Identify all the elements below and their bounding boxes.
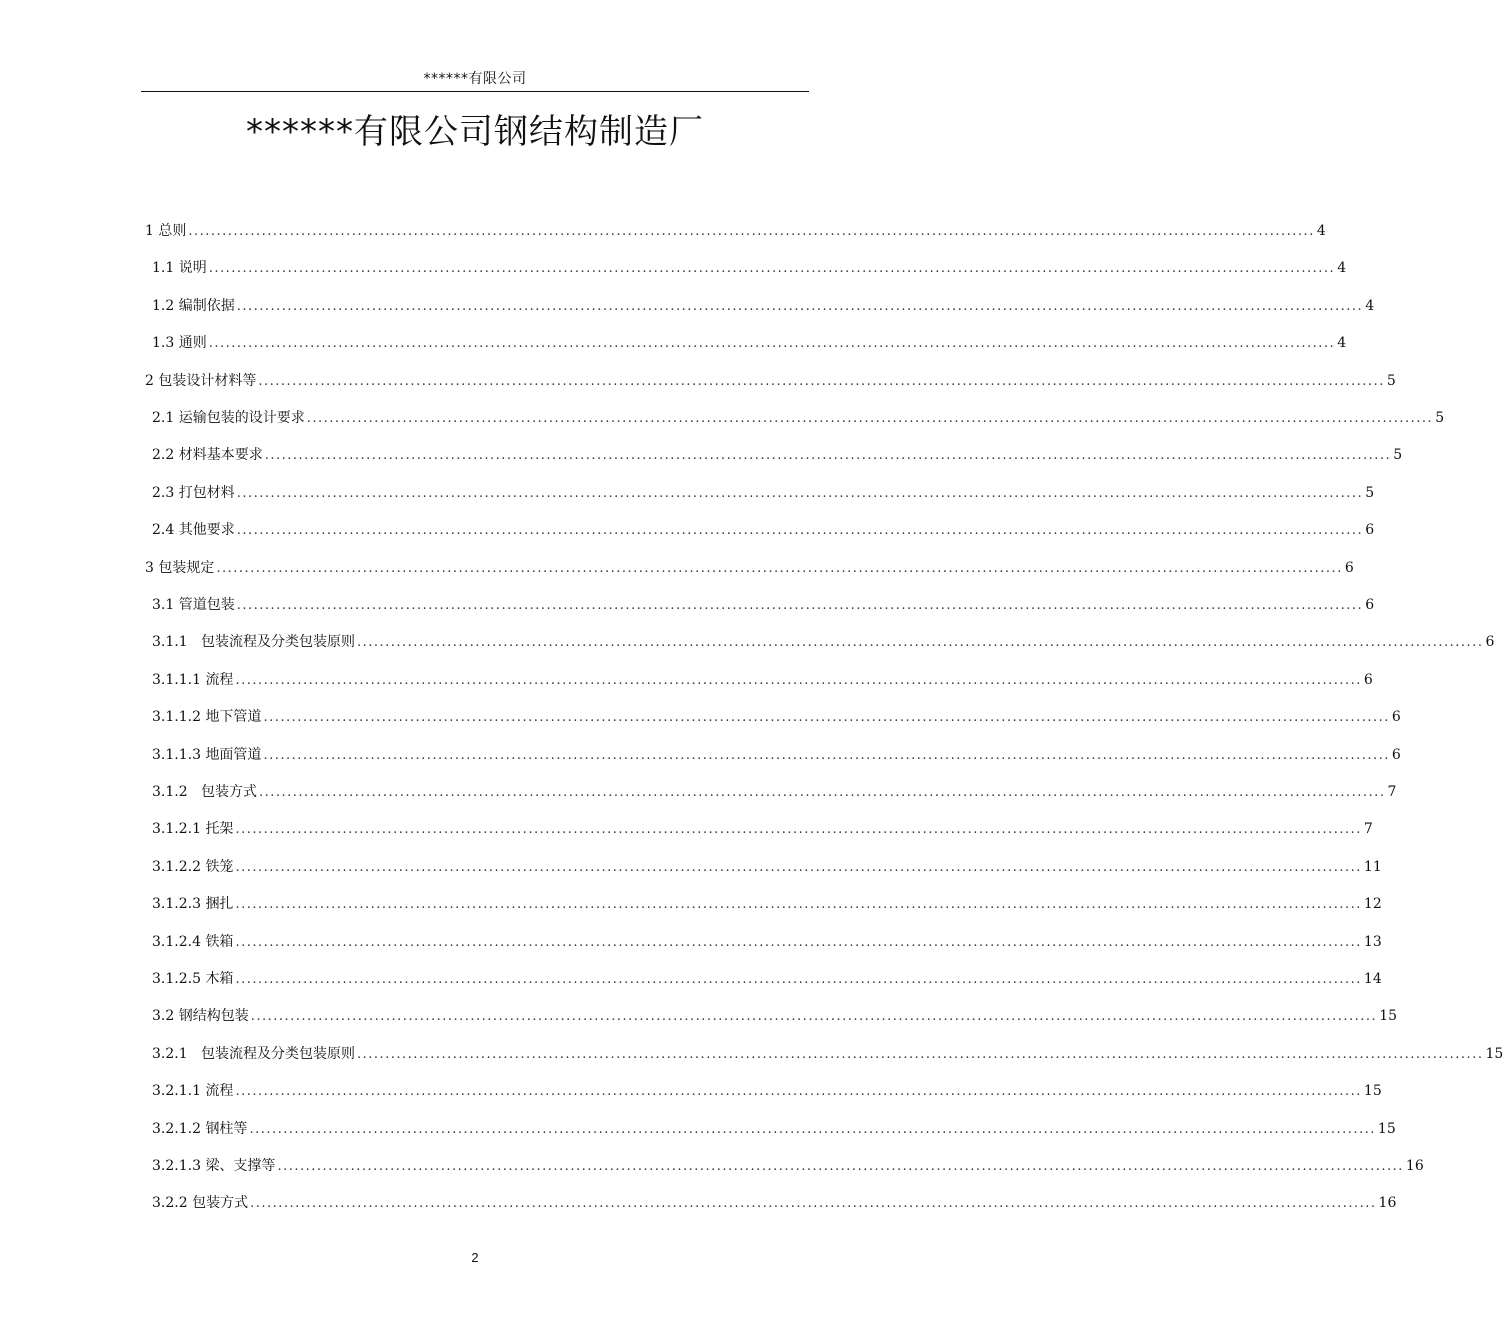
toc-entry-label: 铁笼 [205, 858, 234, 875]
toc-entry-label: 铁箱 [205, 933, 234, 950]
toc-entry-number: 3.2.1.3 [152, 1158, 206, 1174]
toc-entry[interactable] [145, 368, 1396, 394]
toc-entry[interactable] [152, 891, 1382, 917]
toc-dot-leader: ........................................................................................................................................................................................................ [236, 523, 1364, 539]
toc-entry-page: 4 [1365, 297, 1375, 314]
toc-entry-label: 流程 [205, 1083, 234, 1100]
toc-entry-page: 13 [1363, 933, 1382, 950]
toc-entry-label: 包装规定 [158, 559, 215, 576]
toc-entry-label: 管道包装 [178, 597, 235, 613]
toc-entry-number: 3.2.1 [152, 1045, 201, 1062]
toc-dot-leader: ........................................................................................................................................................................................................ [235, 822, 1362, 838]
toc-entry[interactable] [152, 1078, 1382, 1104]
toc-entry[interactable] [152, 854, 1382, 880]
toc-entry[interactable] [152, 330, 1347, 356]
toc-entry[interactable] [152, 629, 1495, 655]
toc-dot-leader: ........................................................................................................................................................................................................ [356, 635, 1484, 651]
toc-entry-number: 3.2.1.1 [152, 1083, 206, 1100]
toc-entry-number: 3 [145, 559, 159, 576]
toc-entry-number: 3.1.2.4 [152, 933, 206, 950]
toc-dot-leader: ........................................................................................................................................................................................................ [235, 672, 1362, 688]
toc-entry-page: 4 [1337, 335, 1347, 352]
toc-entry[interactable] [152, 442, 1403, 468]
toc-entry-page: 11 [1363, 858, 1382, 875]
toc-entry-label: 说明 [178, 260, 207, 277]
toc-entry-number: 3.1.1 [152, 634, 201, 651]
toc-entry-page: 16 [1378, 1195, 1397, 1212]
toc-entry[interactable] [152, 704, 1401, 730]
toc-dot-leader: ........................................................................................................................................................................................................ [236, 485, 1364, 501]
toc-entry-label: 梁、支撑等 [205, 1158, 276, 1174]
toc-entry[interactable] [152, 405, 1445, 431]
toc-dot-leader: ........................................................................................................................................................................................................ [277, 1159, 1404, 1174]
toc-entry[interactable] [145, 555, 1354, 581]
toc-entry-page: 5 [1435, 410, 1445, 426]
toc-entry-page: 6 [1485, 634, 1495, 651]
toc-entry-page: 6 [1391, 746, 1401, 763]
toc-entry-label: 包装流程及分类包装原则 [200, 1045, 355, 1062]
toc-entry[interactable] [152, 1190, 1397, 1216]
toc-dot-leader: ........................................................................................................................................................................................................ [264, 448, 1392, 464]
toc-entry-page: 6 [1365, 522, 1375, 539]
toc-dot-leader: ........................................................................................................................................................................................................ [208, 336, 1336, 352]
toc-entry-page: 12 [1363, 896, 1382, 913]
toc-entry-number: 3.2 [152, 1008, 179, 1025]
toc-entry[interactable] [152, 293, 1375, 319]
toc-entry-page: 15 [1379, 1008, 1398, 1025]
toc-entry-page: 15 [1485, 1045, 1503, 1062]
toc-entry[interactable] [152, 816, 1373, 842]
toc-entry-number: 2 [145, 372, 159, 389]
toc-entry[interactable] [152, 592, 1375, 618]
toc-entry-page: 16 [1405, 1158, 1424, 1174]
toc-entry-label: 包装方式 [200, 784, 257, 800]
toc-entry-page: 7 [1387, 784, 1397, 800]
toc-entry-number: 3.1.2.2 [152, 858, 206, 875]
toc-entry-page: 4 [1316, 223, 1326, 239]
toc-entry[interactable] [152, 255, 1347, 281]
toc-dot-leader: ........................................................................................................................................................................................................ [249, 1121, 1376, 1137]
toc-entry[interactable] [152, 966, 1382, 992]
toc-entry-label: 钢结构包装 [178, 1008, 249, 1025]
toc-entry-label: 总则 [158, 223, 187, 239]
toc-entry-number: 3.2.1.2 [152, 1120, 206, 1137]
toc-entry-label: 包装方式 [192, 1195, 249, 1212]
toc-entry-page: 5 [1393, 447, 1403, 464]
toc-dot-leader: ........................................................................................................................................................................................................ [250, 1196, 1377, 1212]
toc-entry-label: 包装流程及分类包装原则 [200, 634, 355, 651]
toc-entry-page: 5 [1365, 484, 1375, 501]
toc-entry[interactable] [152, 667, 1373, 693]
toc-dot-leader: ........................................................................................................................................................................................................ [188, 224, 1315, 239]
toc-entry-number: 1 [145, 223, 159, 239]
toc-dot-leader: ........................................................................................................................................................................................................ [306, 411, 1434, 426]
toc-entry-label: 流程 [205, 671, 234, 688]
toc-dot-leader: ........................................................................................................................................................................................................ [235, 859, 1362, 875]
toc-entry-label: 托架 [205, 821, 234, 838]
toc-entry-page: 6 [1363, 671, 1373, 688]
toc-entry-number: 2.4 [152, 522, 179, 539]
toc-dot-leader: ........................................................................................................................................................................................................ [235, 897, 1362, 913]
toc-entry-number: 3.2.2 [152, 1195, 193, 1212]
toc-dot-leader: ........................................................................................................................................................................................................ [258, 373, 1385, 389]
toc-dot-leader: ........................................................................................................................................................................................................ [250, 1009, 1378, 1025]
toc-dot-leader: ........................................................................................................................................................................................................ [263, 747, 1390, 763]
toc-dot-leader: ........................................................................................................................................................................................................ [235, 934, 1362, 950]
toc-dot-leader: ........................................................................................................................................................................................................ [258, 785, 1386, 800]
toc-entry-label: 运输包装的设计要求 [178, 410, 305, 426]
toc-entry-page: 15 [1377, 1120, 1396, 1137]
toc-entry-label: 木箱 [205, 971, 234, 987]
toc-entry-label: 捆扎 [205, 896, 234, 913]
toc-dot-leader: ........................................................................................................................................................................................................ [236, 298, 1364, 314]
toc-entry-page: 7 [1363, 821, 1373, 838]
toc-entry[interactable] [152, 480, 1375, 506]
toc-entry-label: 其他要求 [178, 522, 235, 539]
toc-entry[interactable] [145, 218, 1326, 244]
toc-entry-number: 1.2 [152, 297, 179, 314]
toc-entry-page: 15 [1363, 1083, 1382, 1100]
toc-entry-label: 包装设计材料等 [158, 372, 257, 389]
header-rule [141, 91, 809, 92]
toc-entry-number: 3.1.2 [152, 784, 201, 800]
toc-entry-number: 3.1.2.3 [152, 896, 206, 913]
toc-entry[interactable] [152, 1116, 1396, 1142]
toc-entry-number: 1.3 [152, 335, 179, 352]
toc-entry-number: 2.2 [152, 447, 179, 464]
toc-entry-number: 3.1.2.1 [152, 821, 206, 838]
toc-entry-number: 3.1.1.3 [152, 746, 206, 763]
toc-entry-page: 14 [1363, 971, 1382, 987]
toc-dot-leader: ........................................................................................................................................................................................................ [236, 598, 1364, 613]
toc-entry-number: 3.1.1.1 [152, 671, 206, 688]
document-title: ******有限公司钢结构制造厂 [246, 112, 704, 152]
toc-dot-leader: ........................................................................................................................................................................................................ [216, 560, 1343, 576]
toc-entry-page: 6 [1344, 559, 1354, 576]
toc-entry-number: 3.1.2.5 [152, 971, 206, 987]
toc-entry[interactable] [152, 742, 1401, 768]
toc-entry-page: 4 [1337, 260, 1347, 277]
toc-entry-label: 地面管道 [205, 746, 262, 763]
running-header: ******有限公司 [423, 71, 527, 87]
toc-dot-leader: ........................................................................................................................................................................................................ [235, 972, 1362, 987]
toc-entry-label: 通则 [178, 335, 207, 352]
toc-entry-label: 地下管道 [205, 709, 262, 726]
toc-entry[interactable] [152, 1003, 1398, 1029]
toc-entry[interactable] [152, 1041, 1503, 1067]
toc-entry-page: 6 [1365, 597, 1375, 613]
toc-entry-page: 5 [1386, 372, 1396, 389]
toc-entry-page: 6 [1391, 709, 1401, 726]
toc-dot-leader: ........................................................................................................................................................................................................ [356, 1046, 1484, 1062]
toc-entry-label: 材料基本要求 [178, 447, 263, 464]
toc-dot-leader: ........................................................................................................................................................................................................ [263, 710, 1390, 726]
toc-dot-leader: ........................................................................................................................................................................................................ [208, 261, 1336, 277]
toc-entry-number: 2.1 [152, 410, 179, 426]
toc-entry-number: 3.1 [152, 597, 179, 613]
toc-entry-label: 打包材料 [178, 484, 235, 501]
toc-entry-number: 2.3 [152, 484, 179, 501]
toc-entry[interactable] [152, 779, 1397, 805]
page-number: 2 [471, 1250, 479, 1265]
toc-entry[interactable] [152, 1153, 1424, 1179]
toc-entry[interactable] [152, 517, 1375, 543]
toc-dot-leader: ........................................................................................................................................................................................................ [235, 1084, 1362, 1100]
toc-entry-number: 3.1.1.2 [152, 709, 206, 726]
toc-entry[interactable] [152, 929, 1382, 955]
toc-entry-label: 钢柱等 [205, 1120, 248, 1137]
toc-entry-label: 编制依据 [178, 297, 235, 314]
toc-entry-number: 1.1 [152, 260, 179, 277]
